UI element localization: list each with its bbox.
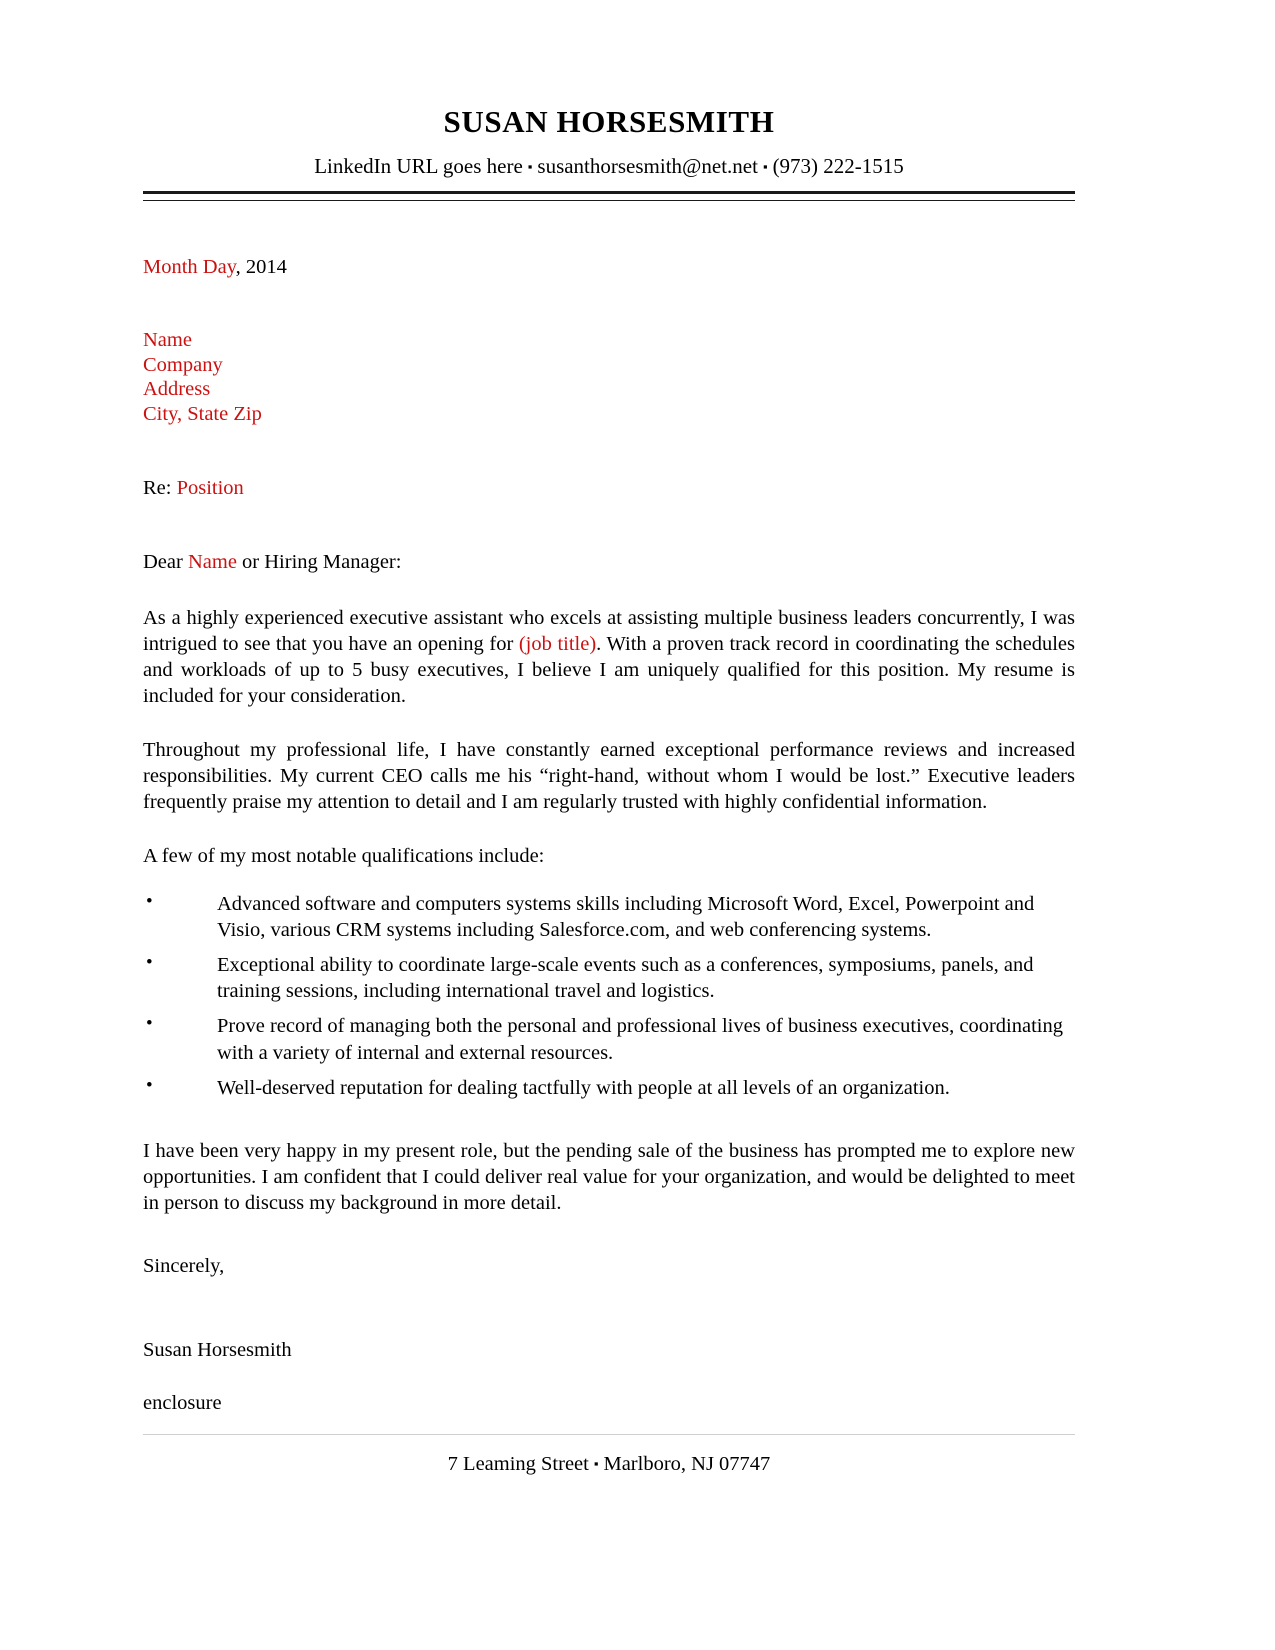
qualifications-list <box>143 869 1075 1109</box>
salutation-line <box>143 549 1075 575</box>
recipient-city-state-zip: City, State Zip <box>143 403 262 426</box>
letterhead <box>143 0 1075 201</box>
list-item-text: Exceptional ability to coordinate large-scale events such as a conferences, symposiums, panels, and training sessions, including international travel and logistics. <box>217 954 1034 1003</box>
recipient-address-block <box>143 328 1075 427</box>
job-title-placeholder: (job title) <box>518 633 597 656</box>
paragraph-1-part-1: As a highly experienced executive assistant who excels at assisting multiple business leaders concurrently, I was intrigued to see that you have an opening for <box>143 607 1075 656</box>
re-value: Position <box>176 477 244 500</box>
square-separator-icon: ▪ <box>762 158 768 174</box>
salutation-prefix: Dear <box>143 551 188 574</box>
date-placeholder: Month Day <box>143 255 236 278</box>
footer-street: 7 Leaming Street <box>447 1453 589 1475</box>
paragraph-1-part-2: . With a proven track record in coordinating the schedules and workloads of up to 5 busy executives, I believe I am uniquely qualified for this position. My resume is included for your consideration. <box>143 633 1075 708</box>
email-text: susanthorsesmith@net.net <box>537 153 758 178</box>
list-item <box>143 952 1075 1013</box>
salutation-suffix: or Hiring Manager: <box>236 551 402 574</box>
bullet-icon: • <box>146 1013 153 1035</box>
re-label: Re: <box>143 477 177 500</box>
phone-text: (973) 222-1515 <box>772 153 904 178</box>
bullet-icon: • <box>146 891 153 913</box>
paragraph-3: I have been very happy in my present role, but the pending sale of the business has prompted me to explore new opportunities. I am confident that I could deliver real value for your organization, and would be delighted to meet in person to discuss my background in more detail. <box>143 1139 1075 1214</box>
page-footer <box>143 1434 1075 1476</box>
document-content <box>143 0 1075 1416</box>
letter-body <box>143 254 1075 1416</box>
salutation-name: Name <box>187 551 237 574</box>
list-item-text: Well-deserved reputation for dealing tactfully with people at all levels of an organization. <box>217 1076 950 1099</box>
list-item <box>143 1075 1075 1110</box>
applicant-name-heading: SUSAN HORSESMITH <box>443 104 775 139</box>
square-separator-icon: ▪ <box>593 1456 599 1471</box>
footer-city-state-zip: Marlboro, NJ 07747 <box>603 1453 771 1475</box>
paragraph-2: Throughout my professional life, I have constantly earned exceptional performance reviews and increased responsibilities. My current CEO calls me his “right-hand, without whom I would be lost.” Executive leaders frequently praise my attention to detail and I am regularly trusted with highly confidential information. <box>143 739 1075 814</box>
list-item <box>143 1013 1075 1074</box>
header-divider <box>143 191 1075 201</box>
square-separator-icon: ▪ <box>527 158 533 174</box>
linkedin-url-text: LinkedIn URL goes here <box>314 153 523 178</box>
recipient-name: Name <box>143 328 192 351</box>
paragraph-1 <box>143 575 1075 709</box>
footer-address-line <box>143 1435 1075 1476</box>
sign-off: Sincerely, <box>143 1254 225 1277</box>
signature-name: Susan Horsesmith <box>143 1338 292 1361</box>
qualifications-lead-in: A few of my most notable qualifications include: <box>143 845 545 868</box>
re-line <box>143 475 1075 501</box>
date-line <box>143 254 1075 280</box>
recipient-company: Company <box>143 353 223 376</box>
date-year: , 2014 <box>235 255 287 278</box>
contact-line <box>143 154 1075 179</box>
list-item-text: Prove record of managing both the personal and professional lives of business executives, coordinating with a variety of internal and external resources. <box>217 1015 1063 1064</box>
list-item-text: Advanced software and computers systems skills including Microsoft Word, Excel, Powerpoint and Visio, various CRM systems including Salesforce.com, and web conferencing systems. <box>217 893 1035 942</box>
bullet-icon: • <box>146 1074 153 1096</box>
bullet-icon: • <box>146 952 153 974</box>
list-item <box>143 891 1075 952</box>
recipient-address: Address <box>143 378 211 401</box>
enclosure-note: enclosure <box>143 1391 222 1414</box>
